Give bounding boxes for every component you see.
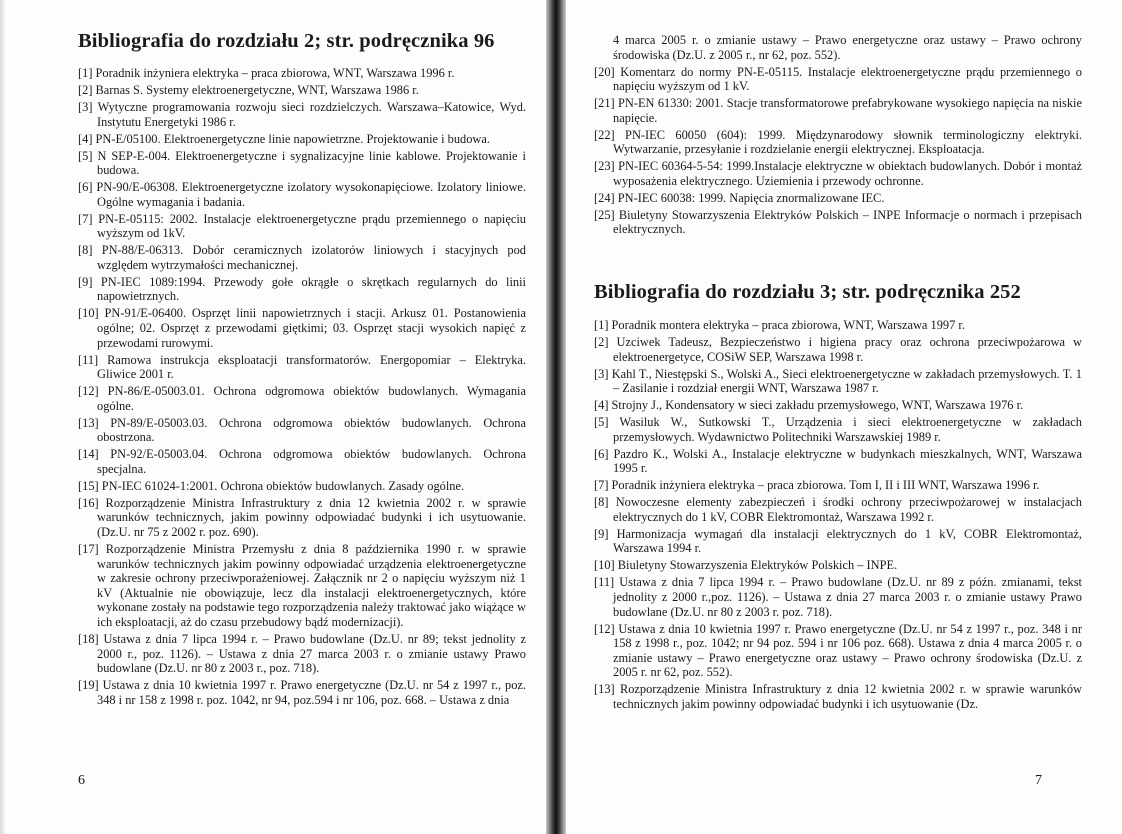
bibliography-entry-continuation: 4 marca 2005 r. o zmianie ustawy – Prawo energetyczne oraz ustawy – Prawo ochrony środowiska (Dz.U. z 2005 r., nr 62, poz. 552).	[613, 33, 1082, 62]
page-number: 7	[1035, 773, 1042, 788]
bibliography-entry: [21] PN-EN 61330: 2001. Stacje transformatorowe prefabrykowane wysokiego napięcia na niskie napięcie.	[594, 96, 1082, 125]
chapter-3-bibliography-list	[594, 318, 1082, 714]
bibliography-entry: [7] PN-E-05115: 2002. Instalacje elektroenergetyczne prądu przemiennego o napięciu wyższym od 1kV.	[78, 211, 526, 241]
bibliography-entry: [3] Wytyczne programowania rozwoju sieci rozdzielczych. Warszawa–Katowice, Wyd. Instytutu Energetyki 1986 r.	[78, 99, 526, 129]
bibliography-entry: [25] Biuletyny Stowarzyszenia Elektryków Polskich – INPE Informacje o normach i przepisach elektrycznych.	[594, 207, 1082, 237]
bibliography-entry: [5] Wasiluk W., Sutkowski T., Urządzenia i sieci elektroenergetyczne w zakładach przemysłowych. Wydawnictwo Politechniki Warszawskiej 1989 r.	[594, 415, 1082, 444]
bibliography-entry: [18] Ustawa z dnia 7 lipca 1994 r. – Prawo budowlane (Dz.U. nr 89; tekst jednolity z 2000 r., poz. 1126). – Ustawa z dnia 27 marca 2003 r. o zmianie ustawy Prawo budowlane (Dz.U. nr 80 z 2003 r., poz. 718).	[78, 632, 526, 676]
bibliography-entry: [16] Rozporządzenie Ministra Infrastruktury z dnia 12 kwietnia 2002 r. w sprawie warunków technicznych, jakim powinny odpowiadać budynki i ich usytuowanie. (Dz.U. nr 75 z 2002 r. poz. 690).	[78, 495, 526, 540]
bibliography-entry: [12] PN-86/E-05003.01. Ochrona odgromowa obiektów budowlanych. Wymagania ogólne.	[78, 384, 526, 413]
bibliography-entry: [9] PN-IEC 1089:1994. Przewody gołe okrągłe o skrętkach regularnych do linii napowietrznych.	[78, 274, 526, 304]
bibliography-entry: [3] Kahl T., Niestępski S., Wolski A., Sieci elektroenergetyczne w zakładach przemysłowych. T. 1 – Zasilanie i rozdział energii WNT, Warszawa 1987 r.	[594, 366, 1082, 396]
bibliography-entry: [7] Poradnik inżyniera elektryka – praca zbiorowa. Tom I, II i III WNT, Warszawa 1996 r.	[594, 478, 1040, 493]
bibliography-entry: [11] Ustawa z dnia 7 lipca 1994 r. – Prawo budowlane (Dz.U. nr 89 z późn. zmianami, tekst jednolity z 2000 r.,poz. 1126). – Ustawa z dnia 27 marca 2003 r. o zmianie ustawy Prawo budowlane (Dz.U. nr 80 z 2003 r. poz. 718).	[594, 575, 1082, 619]
bibliography-entry: [1] Poradnik inżyniera elektryka – praca zbiorowa, WNT, Warszawa 1996 r.	[78, 66, 455, 80]
bibliography-entry: [10] Biuletyny Stowarzyszenia Elektryków Polskich – INPE.	[594, 558, 898, 573]
bibliography-entry: [10] PN-91/E-06400. Osprzęt linii napowietrznych i stacji. Arkusz 01. Postanowienia ogólne; 02. Osprzęt z przewodami giętkimi; 03. Osprzęt stacji wysokich napięć z przewodami rurowymi.	[78, 306, 526, 350]
bibliography-entry: [5] N SEP-E-004. Elektroenergetyczne i sygnalizacyjne linie kablowe. Projektowanie i budowa.	[78, 148, 526, 178]
bibliography-entry: [20] Komentarz do normy PN-E-05115. Instalacje elektroenergetyczne prądu przemiennego o napięciu wyższym od 1 kV.	[594, 64, 1082, 94]
chapter-3-bibliography-heading: Bibliografia do rozdziału 3; str. podręcznika 252	[594, 281, 1021, 303]
bibliography-entry: [8] PN-88/E-06313. Dobór ceramicznych izolatorów liniowych i stacyjnych pod względem wytrzymałości mechanicznej.	[78, 243, 526, 272]
bibliography-entry: [19] Ustawa z dnia 10 kwietnia 1997 r. Prawo energetyczne (Dz.U. nr 54 z 1997 r., poz. 348 i nr 158 z 1998 r. poz. 1042, nr 94, poz.594 i nr 106, poz. 668. – Ustawa z dnia	[78, 678, 526, 707]
bibliography-entry: [22] PN-IEC 60050 (604): 1999. Międzynarodowy słownik terminologiczny elektryki. Wytwarzanie, przesyłanie i rozdzielanie energii elektrycznej. Eksploatacja.	[594, 127, 1082, 157]
bibliography-entry: [15] PN-IEC 61024-1:2001. Ochrona obiektów budowlanych. Zasady ogólne.	[78, 478, 465, 493]
right-page	[563, 0, 1122, 834]
chapter-2-bibliography-list	[78, 66, 526, 710]
bibliography-entry: [23] PN-IEC 60364-5-54: 1999.Instalacje elektryczne w obiektach budowlanych. Dobór i montaż wyposażenia elektrycznego. Uziemienia i przewody ochronne.	[594, 159, 1082, 188]
chapter-2-bibliography-heading: Bibliografia do rozdziału 2; str. podręcznika 96	[78, 30, 495, 52]
bibliography-entry: [13] Rozporządzenie Ministra Infrastruktury z dnia 12 kwietnia 2002 r. w sprawie warunków technicznych jakim powinny odpowiadać budynki i ich usytuowanie (Dz.	[594, 682, 1082, 711]
bibliography-entry: [9] Harmonizacja wymagań dla instalacji elektrycznych do 1 kV, COBR Elektromontaż, Warszawa 1994 r.	[594, 526, 1082, 556]
bibliography-entry: [11] Ramowa instrukcja eksploatacji transformatorów. Energopomiar – Elektryka. Gliwice 2001 r.	[78, 352, 526, 382]
bibliography-entry: [24] PN-IEC 60038: 1999. Napięcia znormalizowane IEC.	[594, 190, 885, 205]
left-page	[0, 0, 548, 834]
bibliography-entry: [6] PN-90/E-06308. Elektroenergetyczne izolatory wysokonapięciowe. Izolatory liniowe. Ogólne wymagania i badania.	[78, 180, 526, 209]
bibliography-entry: [4] PN-E/05100. Elektroenergetyczne linie napowietrzne. Projektowanie i budowa.	[78, 131, 490, 146]
chapter-2-bibliography-continued-list	[594, 33, 1082, 239]
bibliography-entry: [14] PN-92/E-05003.04. Ochrona odgromowa obiektów budowlanych. Ochrona specjalna.	[78, 447, 526, 476]
bibliography-entry: [17] Rozporządzenie Ministra Przemysłu z dnia 8 października 1990 r. w sprawie warunków technicznych jakim powinny odpowiadać urządzenia elektroenergetyczne w zakresie ochrony przeciwporażeniowej. Załącznik nr 2 o napięciu wyższym niż 1 kV (Aktualnie nie obowiązuje, lecz dla instalacji elektroenergetycznych, które wykonane zostały na podstawie tego rozporządzenia należy traktować jako wiążące w ich eksploatacji, aż do czasu przebudowy bądź modernizacji).	[78, 542, 526, 630]
bibliography-entry: [2] Barnas S. Systemy elektroenergetyczne, WNT, Warszawa 1986 r.	[78, 82, 419, 97]
bibliography-entry: [2] Uzciwek Tadeusz, Bezpieczeństwo i higiena pracy oraz ochrona przeciwpożarowa w elektroenergetyce, COSiW SEP, Warszawa 1998 r.	[594, 334, 1082, 364]
bibliography-entry: [6] Pazdro K., Wolski A., Instalacje elektryczne w budynkach mieszkalnych, WNT, Warszawa 1995 r.	[594, 446, 1082, 476]
page-number: 6	[78, 773, 85, 788]
bibliography-entry: [1] Poradnik montera elektryka – praca zbiorowa, WNT, Warszawa 1997 r.	[594, 318, 965, 332]
bibliography-entry: [12] Ustawa z dnia 10 kwietnia 1997 r. Prawo energetyczne (Dz.U. nr 54 z 1997 r., poz. 348 i nr 158 z 1998 r., poz. 1042; nr 94 poz. 594 i nr 106 poz. 668). Ustawa z dnia 4 marca 2005 r. o zmianie ustawy – Prawo energetyczne oraz ustawy – Prawo ochrony środowiska (Dz.U. z 2005 r. nr 62, poz. 552).	[594, 621, 1082, 680]
bibliography-entry: [4] Strojny J., Kondensatory w sieci zakładu przemysłowego, WNT, Warszawa 1976 r.	[594, 398, 1024, 413]
bibliography-entry: [8] Nowoczesne elementy zabezpieczeń i środki ochrony przeciwpożarowej w instalacjach elektrycznych do 1 kV, COBR Elektromontaż, Warszawa 1992 r.	[594, 495, 1082, 524]
bibliography-entry: [13] PN-89/E-05003.03. Ochrona odgromowa obiektów budowlanych. Ochrona obostrzona.	[78, 415, 526, 445]
